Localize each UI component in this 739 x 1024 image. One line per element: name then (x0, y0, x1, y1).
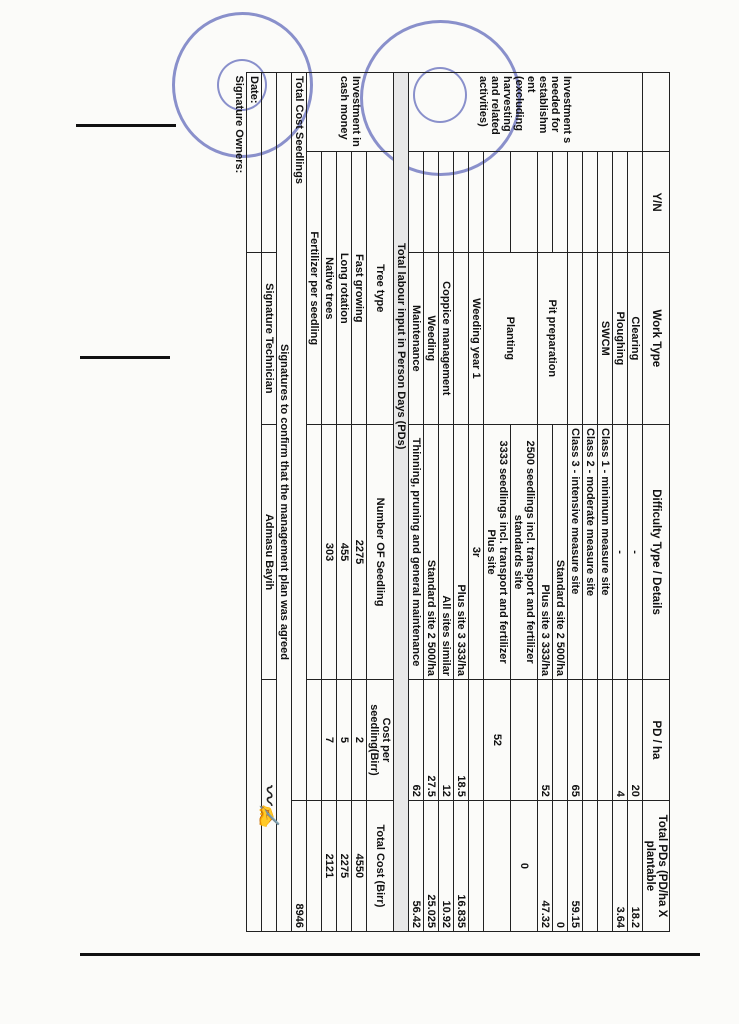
seedling-fertilizer: Fertilizer per seedling (307, 152, 322, 425)
seedling-long-number: 455 (337, 425, 352, 680)
work-planting: Planting (484, 252, 538, 424)
total-cost-seedlings-value: 8946 (292, 800, 307, 931)
scan-rule-top (76, 124, 176, 127)
detail-standard-weeding: Standard site 2 500/ha (424, 425, 439, 680)
signature-technician: Signature Technician (262, 252, 277, 424)
total-planting: 0 (511, 800, 538, 931)
seedling-fast-growing: Fast growing (352, 152, 367, 425)
total-maintenance: 56.42 (409, 800, 424, 931)
header-yn: Y/N (643, 152, 670, 252)
header-total-pds: Total PDs (PD/ha X plantable (643, 800, 670, 931)
pd-weeding-plus: 18.5 (454, 680, 469, 801)
seedling-long-cost: 5 (337, 680, 352, 801)
total-labour-input: Total labour input in Person Days (PDs) (394, 73, 409, 932)
work-pit-preparation: Pit preparation (538, 252, 568, 424)
header-difficulty: Difficulty Type / Details (643, 425, 670, 680)
total-weeding: 25.025 (424, 800, 439, 931)
pd-planting-plus: 52 (484, 680, 511, 801)
scan-rule-mid (80, 356, 170, 359)
detail-2500-seedlings: 2500 seedlings incl. transport and fertilizer standards site (511, 425, 538, 680)
detail-class3: Class 3 - intensive measure site (568, 425, 583, 680)
work-ploughing: Ploughing (613, 252, 628, 424)
pd-pit-plus: 52 (538, 680, 553, 801)
detail-3333-seedlings: 3333 seedlings incl. transport and fertilizer Plus site (484, 425, 511, 680)
total-pit-standard: 0 (553, 800, 568, 931)
total-cost-seedlings-label: Total Cost Seedlings (292, 73, 307, 801)
detail-standard-site-2500: Standard site 2 500/ha (553, 425, 568, 680)
work-clearing: Clearing (628, 252, 643, 424)
seedling-header-tree-type: Tree type (367, 152, 394, 425)
seedling-native-number: 303 (322, 425, 337, 680)
seedling-header-cost: Cost per seedling(Birr) (367, 680, 394, 801)
signature-name: Admasu Bayih (262, 425, 277, 680)
seedling-fast-total: 4550 (352, 800, 367, 931)
detail-3r: 3r (469, 425, 484, 680)
pd-class3: 65 (568, 680, 583, 801)
seedling-fast-number: 2275 (352, 425, 367, 680)
header-pd-ha: PD / ha (643, 680, 670, 801)
header-work-type: Work Type (643, 252, 670, 424)
work-weeding-year-1: Weeding year 1 (469, 252, 484, 424)
seedling-native-total: 2121 (322, 800, 337, 931)
signature-date-cell (262, 73, 277, 253)
detail-all-sites: All sites similar (439, 425, 454, 680)
handwritten-signature: 〰✍ (262, 680, 277, 932)
seedling-fast-cost: 2 (352, 680, 367, 801)
signatures-caption: Signatures to confirm that the management plan was agreed (277, 73, 292, 932)
seedling-long-rotation: Long rotation (337, 152, 352, 425)
total-ploughing: 3.64 (613, 800, 628, 931)
date-label: Date: (247, 73, 262, 253)
seedling-native-cost: 7 (322, 680, 337, 801)
seedling-long-total: 2275 (337, 800, 352, 931)
seedling-header-number: Number OF Seedling (367, 425, 394, 680)
investment-label: Investment s needed for establishm ent (excluding harvesting and related activities) (409, 73, 643, 152)
detail-ploughing: - (613, 425, 628, 680)
header-investment (643, 73, 670, 152)
detail-thinning: Thinning, pruning and general maintenance (409, 425, 424, 680)
total-coppice: 10.92 (439, 800, 454, 931)
pd-weeding: 27.5 (424, 680, 439, 801)
total-clearing: 18.2 (628, 800, 643, 931)
detail-class1: Class 1 - minimum measure site (598, 425, 613, 680)
work-weeding: Weeding (424, 252, 439, 424)
pd-maintenance: 62 (409, 680, 424, 801)
total-class3: 59.15 (568, 800, 583, 931)
total-weeding-plus: 16.835 (454, 800, 469, 931)
work-maintenance: Maintenance (409, 252, 424, 424)
detail-class2: Class 2 - moderate measure site (583, 425, 598, 680)
signature-owners: Signature Owners: (233, 75, 245, 174)
seedling-native-trees: Native trees (322, 152, 337, 425)
seedling-header-total: Total Cost (Birr) (367, 800, 394, 931)
detail-weeding-plus: Plus site 3 333/ha (454, 425, 469, 680)
investment-cash-label: Investment in cash money (307, 73, 394, 152)
rotated-table-container (70, 72, 670, 932)
total-pit-plus: 47.32 (538, 800, 553, 931)
management-plan-table (232, 72, 670, 932)
detail-plus-site-3333: Plus site 3 333/ha (538, 425, 553, 680)
work-swcm: SWCM (598, 252, 613, 424)
pd-ploughing: 4 (613, 680, 628, 801)
work-coppice: Coppice management (439, 252, 454, 424)
pd-coppice: 12 (439, 680, 454, 801)
detail-clearing: - (628, 425, 643, 680)
pd-clearing: 20 (628, 680, 643, 801)
scan-rule-bottom (80, 953, 700, 956)
